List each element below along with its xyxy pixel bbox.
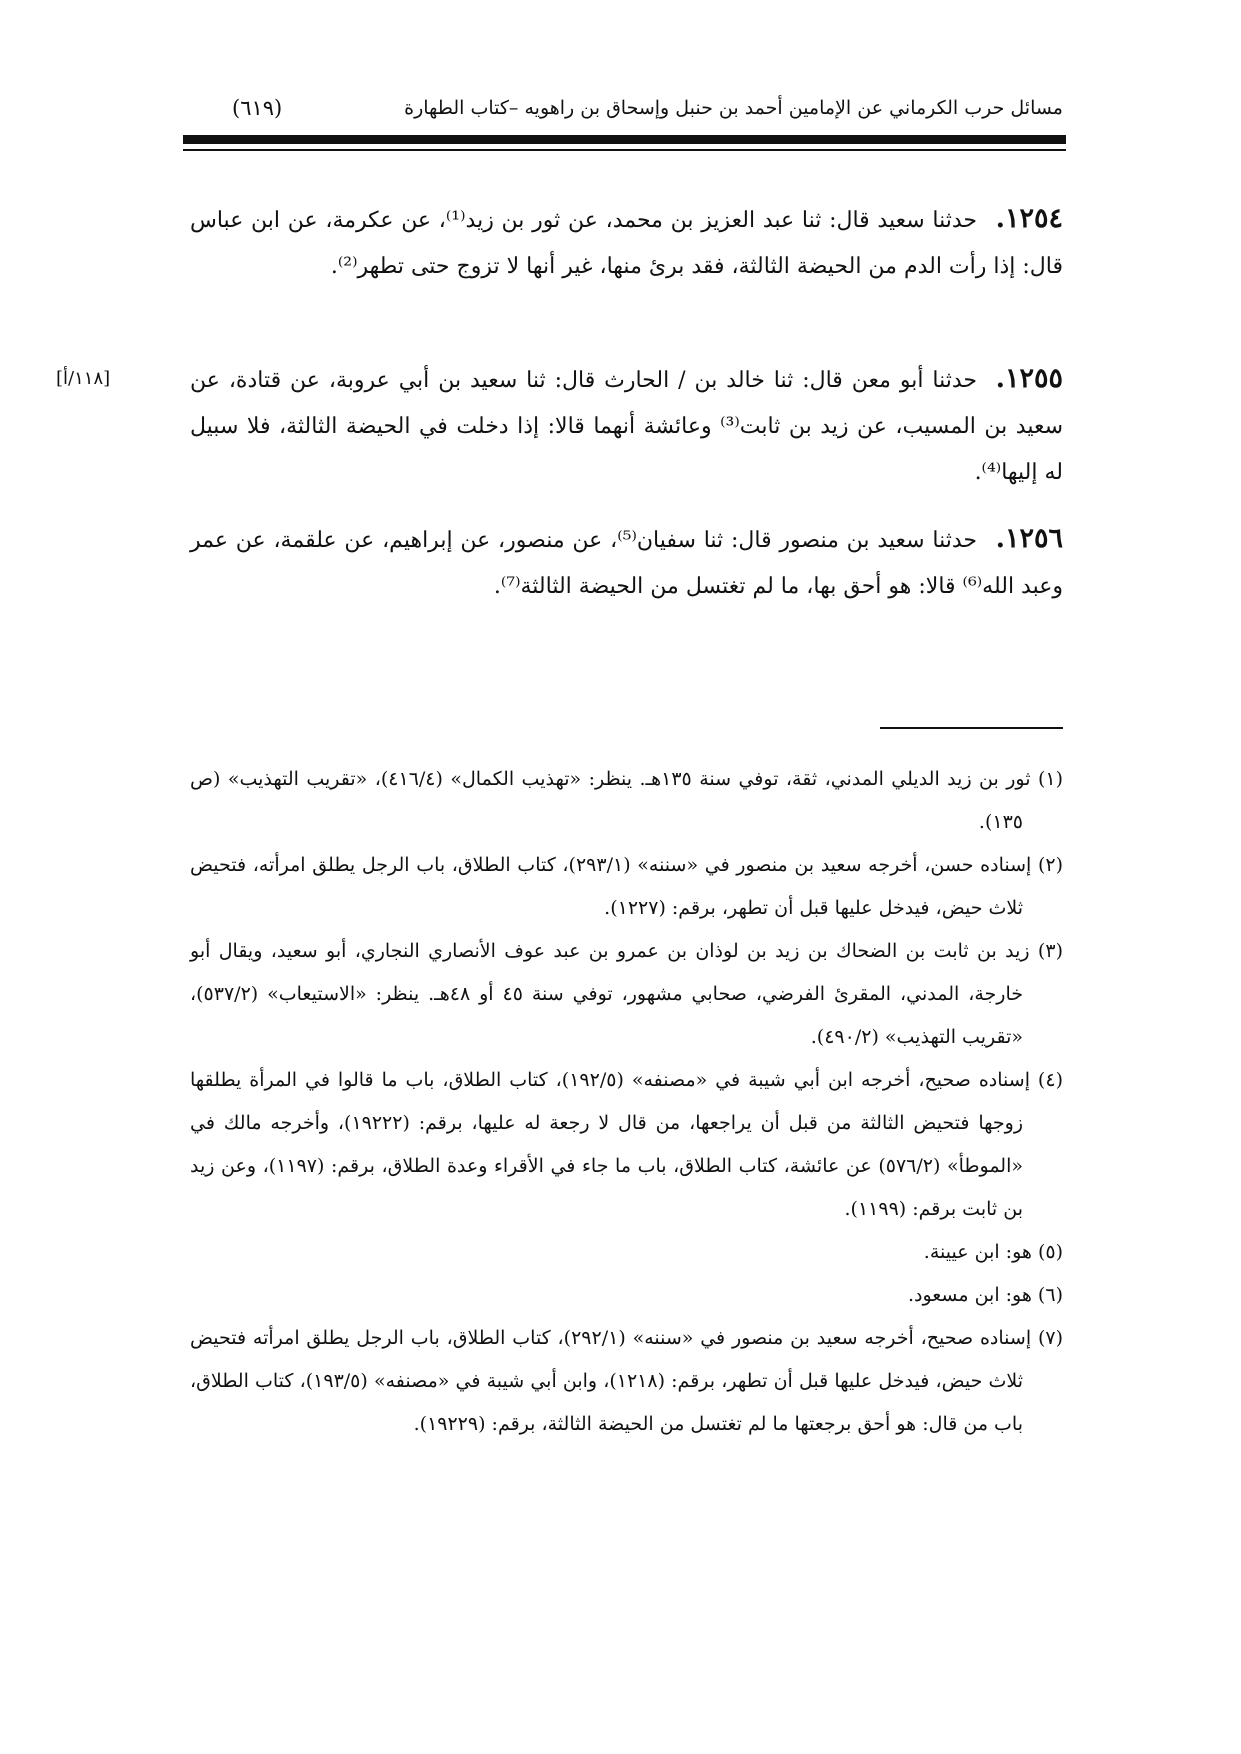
hadith-number: ١٢٥٦. <box>995 523 1063 554</box>
footnote-5: (٥) هو: ابن عيينة. <box>923 1241 1063 1263</box>
hadith-text: حدثنا سعيد بن منصور قال: ثنا سفيان⁽⁵⁾، عن منصور، عن إبراهيم، عن علقمة، عن عمر وعبد الله⁽⁶⁾ قالا: هو أحق بها، ما لم تغتسل من الحيضة الثالثة⁽⁷⁾. <box>190 528 1063 599</box>
footnotes <box>190 758 1063 1446</box>
footnote-1: (١) ثور بن زيد الديلي المدني، ثقة، توفي سنة ١٣٥هـ. ينظر: «تهذيب الكمال» (٤١٦/٤)، «تقريب التهذيب» (ص ١٣٥). <box>190 768 1063 833</box>
header-rule-thick <box>183 135 1066 144</box>
header-title: مسائل حرب الكرماني عن الإمامين أحمد بن حنبل وإسحاق بن راهويه –كتاب الطهارة <box>404 97 1063 119</box>
hadith-number: ١٢٥٥. <box>995 363 1063 394</box>
header-rule-thin <box>183 149 1066 151</box>
hadith-1254 <box>190 196 1063 290</box>
footnote-4: (٤) إسناده صحيح، أخرجه ابن أبي شيبة في «مصنفه» (١٩٢/٥)، كتاب الطلاق، باب ما قالوا في المرأة يطلقها زوجها فتحيض الثالثة من قبل أن يراجعها، من قال لا رجعة له عليها، برقم: (١٩٢٢٢)، وأخرجه مالك في «الموطأ» (٥٧٦/٢) عن عائشة، كتاب الطلاق، باب ما جاء في الأقراء وعدة الطلاق، برقم: (١١٩٧)، وعن زيد بن ثابت برقم: (١١٩٩). <box>190 1069 1063 1220</box>
page-number: (٦١٩) <box>232 96 283 120</box>
footnote-7: (٧) إسناده صحيح، أخرجه سعيد بن منصور في «سننه» (٢٩٢/١)، كتاب الطلاق، باب الرجل يطلق امرأته فتحيض ثلاث حيض، فيدخل عليها قبل أن تطهر، برقم: (١٢١٨)، وابن أبي شيبة في «مصنفه» (١٩٣/٥)، كتاب الطلاق، باب من قال: هو أحق برجعتها ما لم تغتسل من الحيضة الثالثة، برقم: (١٩٢٢٩). <box>190 1327 1063 1435</box>
margin-folio-reference: [١١٨/أ] <box>56 368 111 389</box>
footnote-6: (٦) هو: ابن مسعود. <box>907 1284 1063 1306</box>
footnote-separator <box>880 727 1063 729</box>
hadith-text: حدثنا أبو معن قال: ثنا خالد بن / الحارث قال: ثنا سعيد بن أبي عروبة، عن قتادة، عن سعيد بن المسيب، عن زيد بن ثابت⁽³⁾ وعائشة أنهما قالا: إذا دخلت في الحيضة الثالثة، فلا سبيل له إليها⁽⁴⁾. <box>190 368 1064 485</box>
hadith-text: حدثنا سعيد قال: ثنا عبد العزيز بن محمد، عن ثور بن زيد⁽¹⁾، عن عكرمة، عن ابن عباس قال: إذا رأت الدم من الحيضة الثالثة، فقد برئ منها، غير أنها لا تزوج حتى تطهر⁽²⁾. <box>190 208 1063 279</box>
hadith-1255 <box>190 356 1063 496</box>
footnote-3: (٣) زيد بن ثابت بن الضحاك بن زيد بن لوذان بن عمرو بن عبد عوف الأنصاري النجاري، أبو سعيد، ويقال أبو خارجة، المدني، المقرئ الفرضي، صحابي مشهور، توفي سنة ٤٥ أو ٤٨هـ. ينظر: «الاستيعاب» (٥٣٧/٢)، «تقريب التهذيب» (٤٩٠/٢). <box>190 940 1063 1048</box>
running-header <box>232 88 1063 128</box>
hadith-1256 <box>190 516 1063 610</box>
hadith-number: ١٢٥٤. <box>995 203 1063 234</box>
footnote-2: (٢) إسناده حسن، أخرجه سعيد بن منصور في «سننه» (٢٩٣/١)، كتاب الطلاق، باب الرجل يطلق امرأته، فتحيض ثلاث حيض، فيدخل عليها قبل أن تطهر، برقم: (١٢٢٧). <box>190 854 1064 919</box>
